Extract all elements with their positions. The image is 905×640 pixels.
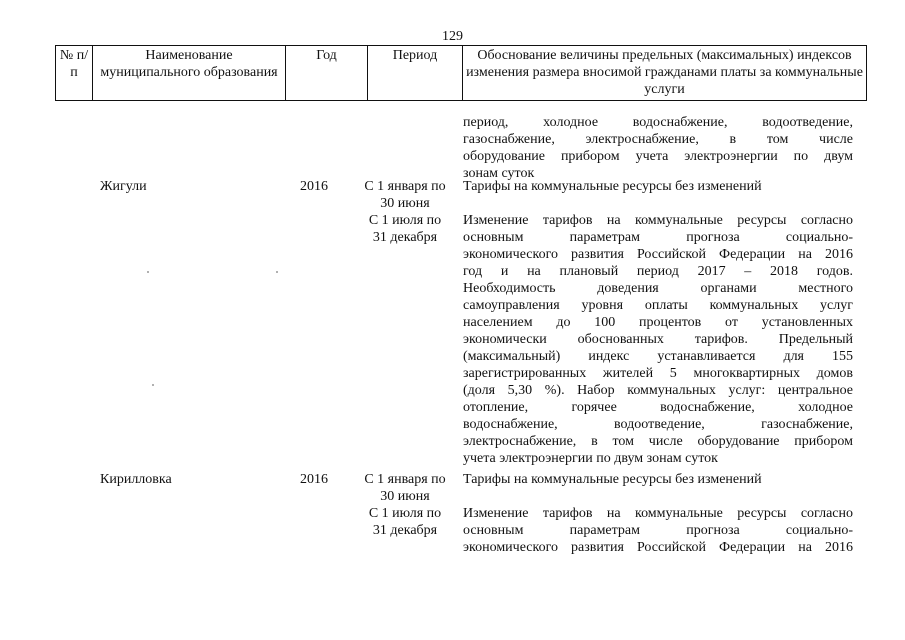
- header-municipality: Наименование муниципального образования: [93, 46, 286, 101]
- text-line: год и на плановый период 2017 – 2018 годов.: [463, 264, 853, 279]
- text-line: экономического развития Российской Федерации на 2016: [463, 540, 853, 555]
- period-label: С 1 июля по 31 декабря: [368, 213, 442, 245]
- justification-text: [463, 212, 853, 467]
- text-line: Изменение тарифов на коммунальные ресурсы согласно: [463, 213, 853, 228]
- justification-text: [463, 505, 853, 556]
- text-line: самоуправления уровня оплаты коммунальных услуг: [463, 298, 853, 313]
- justification-text: [463, 178, 853, 195]
- text-line: экономического развития Российской Федерации на 2016: [463, 247, 853, 262]
- text-line: населением до 100 процентов от установленных: [463, 315, 853, 330]
- header-period: Период: [368, 46, 463, 101]
- header-justification: Обоснование величины предельных (максимальных) индексов изменения размера вносимой гражданами платы за коммунальные услуги: [463, 46, 867, 101]
- municipality-name: Кирилловка: [100, 472, 172, 487]
- municipality-name: Жигули: [100, 179, 147, 194]
- table-header: [55, 45, 867, 101]
- header-number: № п/п: [56, 46, 93, 101]
- period-label: С 1 июля по 31 декабря: [368, 506, 442, 538]
- scan-speck: [147, 271, 149, 273]
- text-line: Изменение тарифов на коммунальные ресурсы согласно: [463, 506, 853, 521]
- text-line: электроснабжение, в том числе оборудование прибором: [463, 434, 853, 449]
- period-label: С 1 января по 30 июня: [364, 472, 446, 504]
- header-year: Год: [286, 46, 368, 101]
- text-line: учета электроэнергии по двум зонам суток: [463, 451, 718, 466]
- scan-speck: [276, 271, 278, 273]
- text-line: экономически обоснованных тарифов. Предельный: [463, 332, 853, 347]
- text-line: Тарифы на коммунальные ресурсы без изменений: [463, 472, 762, 487]
- text-line: (доля 5,30 %). Набор коммунальных услуг: центральное: [463, 383, 853, 398]
- scan-speck: [152, 384, 154, 386]
- justification-text: [463, 471, 853, 488]
- text-line: оборудование прибором учета электроэнергии по двум: [463, 149, 853, 164]
- text-line: (максимальный) индекс устанавливается для 155: [463, 349, 853, 364]
- page-number: 129: [442, 29, 463, 44]
- text-line: Тарифы на коммунальные ресурсы без изменений: [463, 179, 762, 194]
- text-line: основным параметрам прогноза социально-: [463, 523, 853, 538]
- period-label: С 1 января по 30 июня: [364, 179, 446, 211]
- year-value: 2016: [300, 179, 328, 194]
- text-line: Необходимость доведения органами местного: [463, 281, 853, 296]
- text-line: зарегистрированных жителей 5 многоквартирных домов: [463, 366, 853, 381]
- justification-continuation: [463, 114, 853, 182]
- text-line: газоснабжение, электроснабжение, в том числе: [463, 132, 853, 147]
- year-value: 2016: [300, 472, 328, 487]
- header-row: [56, 46, 867, 101]
- text-line: водоснабжение, водоотведение, газоснабжение,: [463, 417, 853, 432]
- text-line: период, холодное водоснабжение, водоотведение,: [463, 115, 853, 130]
- text-line: отопление, горячее водоснабжение, холодное: [463, 400, 853, 415]
- text-line: зонам суток: [463, 166, 535, 181]
- text-line: основным параметрам прогноза социально-: [463, 230, 853, 245]
